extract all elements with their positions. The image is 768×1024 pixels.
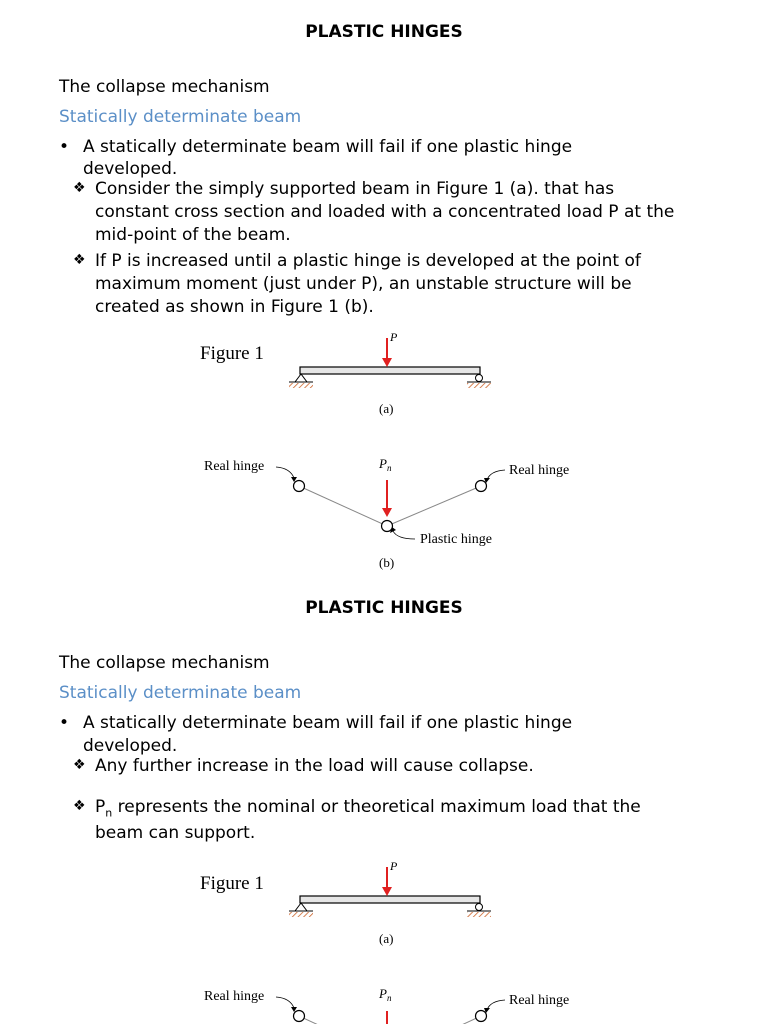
mechanism-member: [387, 486, 481, 526]
section-subheading: Statically determinate beam: [59, 107, 302, 127]
diamond-bullet-icon: ❖: [73, 757, 86, 773]
roller-support: [476, 375, 483, 382]
list-item-line: constant cross section and loaded with a concentrated load P at the: [95, 202, 675, 222]
list-item-line: $P_n$ represents the nominal or theoretical maximum load that the: [95, 797, 641, 820]
ground-hatch: [289, 383, 313, 388]
pin-support: [295, 374, 307, 382]
load-label: P: [390, 330, 398, 344]
label-a: (a): [379, 931, 394, 946]
list-item-line: maximum moment (just under P), an unstable structure will be: [95, 274, 632, 294]
bullet-marker: •: [59, 137, 70, 157]
mechanism-member: [299, 486, 387, 526]
real-hinge-label: Real hinge: [509, 993, 570, 1008]
ground-hatch: [289, 912, 313, 917]
real-hinge-circle: [294, 481, 305, 492]
load-label: P: [390, 859, 398, 873]
page-title: PLASTIC HINGES: [305, 598, 463, 618]
plastic-hinge-circle: [382, 521, 393, 532]
figure-1-diagram: [0, 858, 768, 1024]
bullet-marker: •: [59, 713, 70, 733]
diamond-bullet-icon: ❖: [73, 252, 86, 268]
real-hinge-circle: [294, 1011, 305, 1022]
list-item-line: If P is increased until a plastic hinge is developed at the point of: [95, 251, 641, 271]
list-item-line: Consider the simply supported beam in Figure 1 (a). that has: [95, 179, 615, 199]
real-hinge-circle: [476, 1011, 487, 1022]
figure-1-diagram: [0, 330, 768, 580]
label-b: (b): [379, 555, 395, 570]
bullet-text-line: developed.: [83, 736, 178, 756]
pin-support: [295, 903, 307, 911]
list-item-line: created as shown in Figure 1 (b).: [95, 297, 374, 317]
real-hinge-label: Real hinge: [204, 459, 265, 474]
beam: [300, 367, 480, 374]
page-title: PLASTIC HINGES: [305, 22, 463, 42]
pn-label: $P_n$: [379, 986, 392, 1003]
plastic-hinge-label: Plastic hinge: [420, 532, 492, 547]
ground-hatch: [467, 383, 491, 388]
section-heading: The collapse mechanism: [59, 653, 270, 673]
beam: [300, 896, 480, 903]
figure-caption: Figure 1: [200, 343, 264, 364]
list-item-line: mid-point of the beam.: [95, 225, 291, 245]
ground-hatch: [467, 912, 491, 917]
real-hinge-label: Real hinge: [509, 463, 570, 478]
section-subheading: Statically determinate beam: [59, 683, 302, 703]
bullet-text-line: A statically determinate beam will fail if one plastic hinge: [83, 713, 573, 733]
diamond-bullet-icon: ❖: [73, 798, 86, 814]
pn-label: $P_n$: [379, 456, 392, 473]
list-item-line: beam can support.: [95, 823, 256, 843]
section-heading: The collapse mechanism: [59, 77, 270, 97]
bullet-text-line: developed.: [83, 159, 178, 179]
list-item-line: Any further increase in the load will cause collapse.: [95, 756, 534, 776]
roller-support: [476, 904, 483, 911]
real-hinge-circle: [476, 481, 487, 492]
diamond-bullet-icon: ❖: [73, 180, 86, 196]
bullet-text-line: A statically determinate beam will fail if one plastic hinge: [83, 137, 573, 157]
label-a: (a): [379, 401, 394, 416]
real-hinge-label: Real hinge: [204, 989, 265, 1004]
figure-caption: Figure 1: [200, 873, 264, 894]
